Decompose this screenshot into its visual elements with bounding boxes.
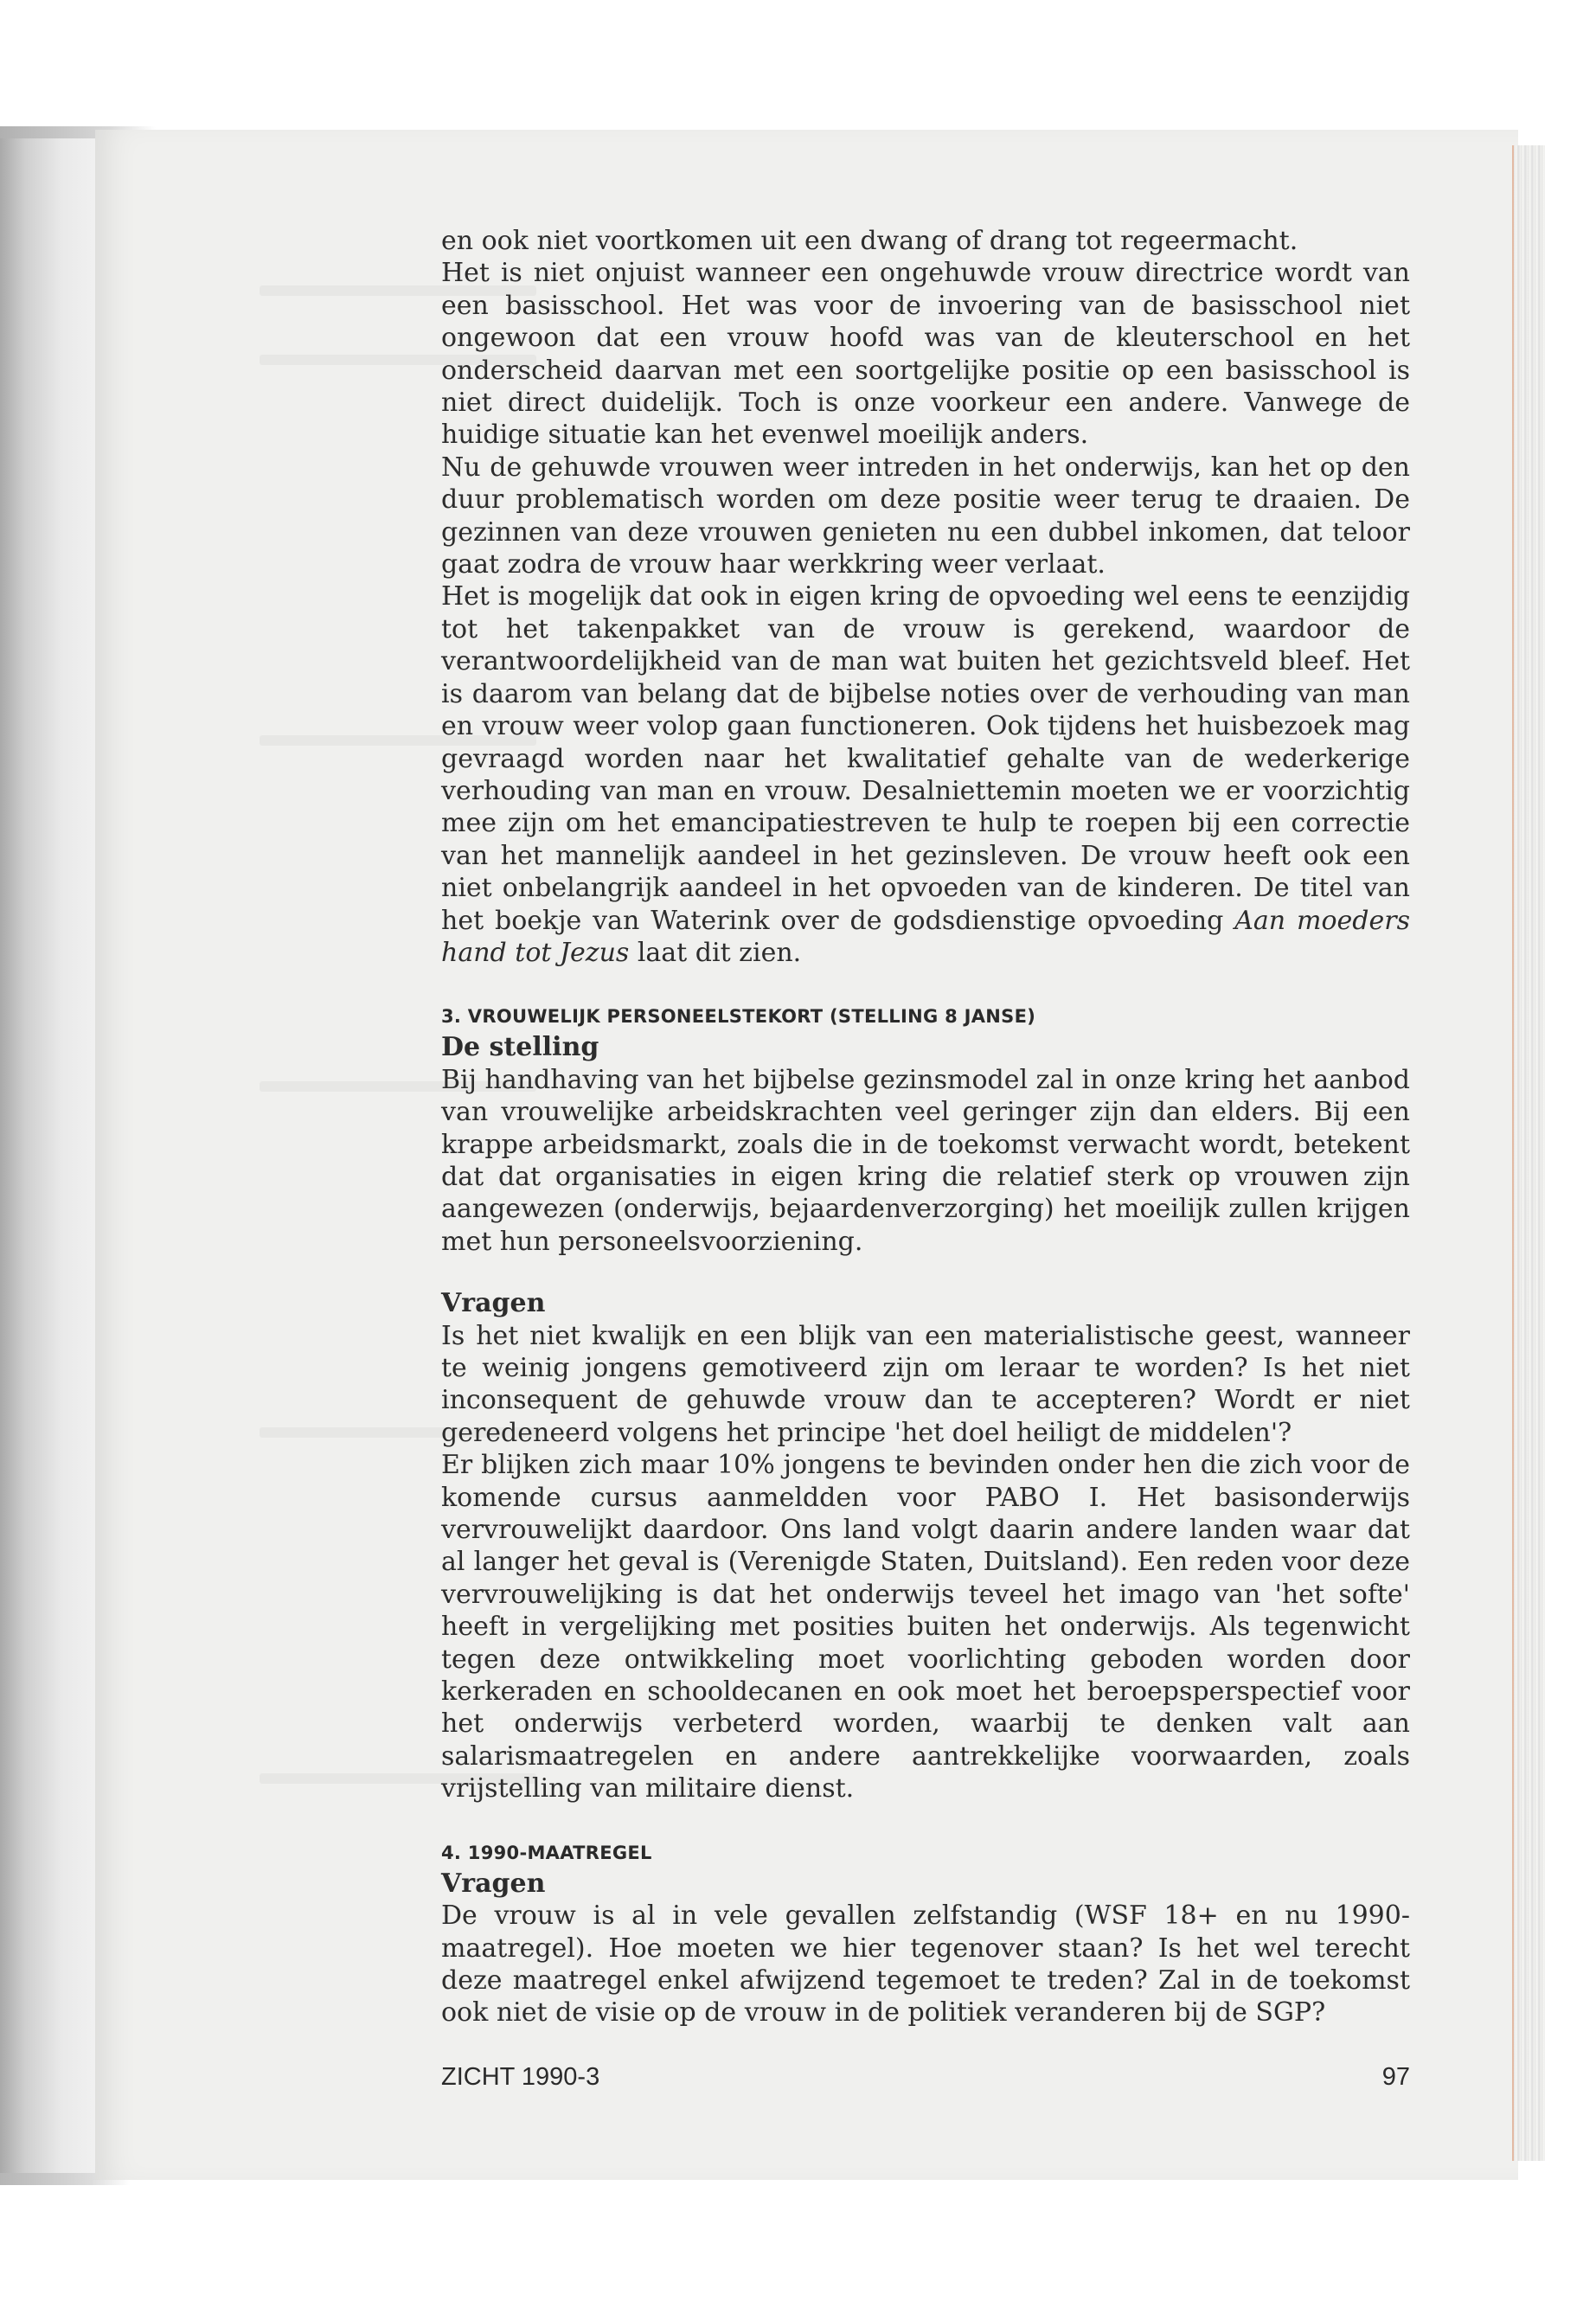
body-text (441, 225, 1410, 2029)
paragraph-4-text: Het is mogelijk dat ook in eigen kring de opvoeding wel eens te eenzijdig tot het takenpakket van de vrouw is gerekend, waardoor de verantwoordelijkheid van de man wat buiten het gezichtsveld bleef. Het is daarom van belang dat de bijbelse noties over de verhouding van man en vrouw weer volop gaan functioneren. Ook tijdens het huisbezoek mag gevraagd worden naar het kwalitatief gehalte van de wederkerige verhouding van man en vrouw. Desalniettemin moeten we er voorzichtig mee zijn om het emancipatiestreven te hulp te roepen bij een correctie van het mannelijk aandeel in het gezinsleven. De vrouw heeft ook een niet onbelangrijk aandeel in het opvoeden van de kinderen. De titel van het boekje van Waterink over de godsdienstige opvoeding (441, 581, 1410, 936)
paragraph-2: Het is niet onjuist wanneer een ongehuwde vrouw directrice wordt van een basisschool. Het was voor de invoering van de basisschool niet ongewoon dat een vrouw hoofd was van de kleuterschool en het onderscheid daarvan met een soortgelijke positie op een basisschool is niet direct duidelijk. Toch is onze voorkeur een andere. Vanwege de huidige situatie kan het evenwel moeilijk anders. (441, 258, 1410, 451)
paragraph-4-tail: laat dit zien. (629, 937, 802, 968)
paragraph-1: en ook niet voortkomen uit een dwang of drang tot regeermacht. (441, 226, 1298, 256)
book-binding (0, 130, 102, 2180)
section-4-subheading: Vragen (441, 1868, 546, 1899)
book-title: Aan moeders hand tot Jezus (441, 905, 1410, 968)
page-stack-edge (1512, 145, 1545, 2161)
section-4-heading: 4. 1990-MAATREGEL (441, 1842, 652, 1863)
section-3-questions: Is het niet kwalijk en een blijk van een materialistische geest, wanneer te weinig jongens gemotiveerd zijn om leraar te worden? Is het niet inconsequent de gehuwde vrouw dan te accepteren? Wordt er niet geredeneerd volgens het principe 'het doel heiligt de middelen'? (441, 1320, 1410, 1448)
section-3-text: Bij handhaving van het bijbelse gezinsmodel zal in onze kring het aanbod van vrouwelijke arbeidskrachten veel geringer zijn dan elders. Bij een krappe arbeidsmarkt, zoals die in de toekomst verwacht wordt, betekent dat dat organisaties in eigen kring die relatief sterk op vrouwen zijn aangewezen (onderwijs, bejaardenverzorging) het moeilijk zullen krijgen met hun personeelsvoorziening. (441, 1064, 1410, 1257)
section-3-answer: Er blijken zich maar 10% jongens te bevinden onder hen die zich voor de komende cursus aanmeldden voor PABO I. Het basisonderwijs vervrouwelijkt daardoor. Ons land volgt daarin andere landen waar dat al langer het geval is (Verenigde Staten, Duitsland). Een reden voor deze vervrouwelijking is dat het onderwijs teveel het imago van 'het softe' heeft in vergelijking met posities buiten het onderwijs. Als tegenwicht tegen deze ontwikkeling moet voorlichting geboden worden door kerkeraden en schooldecanen en ook moet het beroepsperspectief voor het onderwijs verbeterd worden, waarbij te denken valt aan salarismaatregelen en andere aantrekkelijke voorwaarden, zoals vrijstelling van militaire dienst. (441, 1450, 1410, 1804)
paragraph-3: Nu de gehuwde vrouwen weer intreden in het onderwijs, kan het op den duur problematisch worden om deze positie weer terug te draaien. De gezinnen van deze vrouwen genieten nu een dubbel inkomen, dat teloor gaat zodra de vrouw haar werkkring weer verlaat. (441, 452, 1410, 580)
paragraph-4 (441, 580, 1410, 969)
section-3-subheading: De stelling (441, 1032, 599, 1063)
page-number: 97 (1381, 2063, 1410, 2091)
section-3-questions-heading: Vragen (441, 1288, 546, 1319)
book-spread (0, 130, 1596, 2180)
section-3-heading: 3. VROUWELIJK PERSONEELSTEKORT (STELLING 8 JANSE) (441, 1006, 1036, 1028)
journal-title: ZICHT 1990-3 (441, 2063, 600, 2091)
section-4-text: De vrouw is al in vele gevallen zelfstandig (WSF 18+ en nu 1990-maatregel). Hoe moeten we hier tegenover staan? Is het wel terecht deze maatregel enkel afwijzend tegemoet te treden? Zal in de toekomst ook niet de visie op de vrouw in de politiek veranderen bij de SGP? (441, 1900, 1410, 2029)
